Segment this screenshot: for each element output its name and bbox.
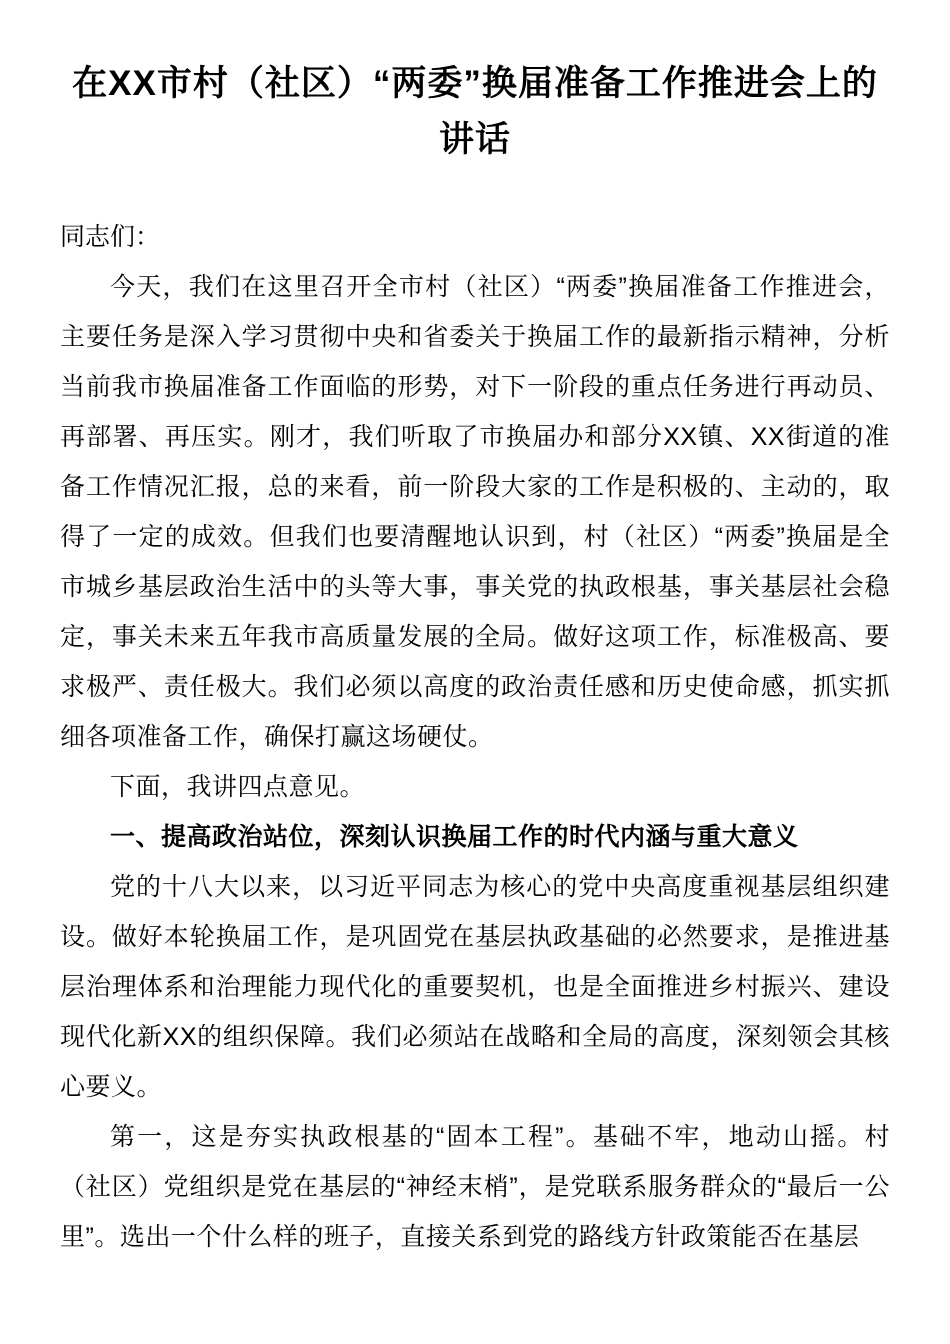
paragraph-intro: 今天，我们在这里召开全市村（社区）“两委”换届准备工作推进会，主要任务是深入学习贯彻中央和省委关于换届工作的最新指示精神，分析当前我市换届准备工作面临的形势，对下一阶段的重点任务进行再动员、再部署、再压实。刚才，我们听取了市换届办和部分XX镇、XX街道的准备工作情况汇报，总的来看，前一阶段大家的工作是积极的、主动的，取得了一定的成效。但我们也要清醒地认识到，村（社区）“两委”换届是全市城乡基层政治生活中的头等大事，事关党的执政根基，事关基层社会稳定，事关未来五年我市高质量发展的全局。做好这项工作，标准极高、要求极严、责任极大。我们必须以高度的政治责任感和历史使命感，抓实抓细各项准备工作，确保打赢这场硬仗。 (60, 273, 890, 751)
document-title: 在XX市村（社区）“两委”换届准备工作推进会上的讲话 (72, 64, 878, 159)
paragraph-transition: 下面，我讲四点意见。 (110, 773, 366, 801)
paragraph-section1-overview: 党的十八大以来，以习近平同志为核心的党中央高度重视基层组织建设。做好本轮换届工作，是巩固党在基层执政基础的必然要求，是推进基层治理体系和治理能力现代化的重要契机，也是全面推进乡村振兴、建设现代化新XX的组织保障。我们必须站在战略和全局的高度，深刻领会其核心要义。 (60, 873, 890, 1101)
salutation: 同志们： (60, 223, 161, 251)
section-heading-1: 一、提高政治站位，深刻认识换届工作的时代内涵与重大意义 (110, 823, 799, 851)
paragraph-first-point: 第一，这是夯实执政根基的“固本工程”。基础不牢，地动山摇。村（社区）党组织是党在基层的“神经末梢”，是党联系服务群众的“最后一公里”。选出一个什么样的班子，直接关系到党的路线方针政策能否在基层 (60, 1123, 890, 1251)
